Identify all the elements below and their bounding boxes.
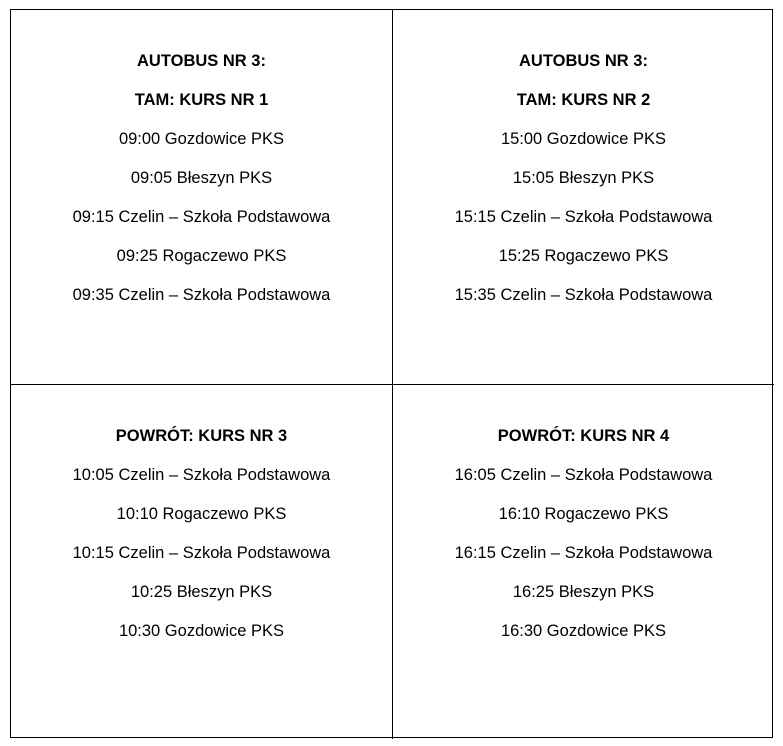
cell-heading: POWRÓT: KURS NR 4 [497, 427, 670, 445]
stop-entry: 16:15 Czelin – Szkoła Podstawowa [454, 544, 713, 562]
stop-entry: 15:05 Błeszyn PKS [512, 169, 655, 187]
stop-entry: 10:15 Czelin – Szkoła Podstawowa [72, 544, 331, 562]
timetable-cell-kurs-3 [11, 385, 393, 739]
timetable-cell-kurs-4 [393, 385, 774, 739]
stop-entry: 15:35 Czelin – Szkoła Podstawowa [454, 286, 713, 304]
stop-entry: 10:30 Gozdowice PKS [118, 622, 285, 640]
stop-entry: 16:05 Czelin – Szkoła Podstawowa [454, 466, 713, 484]
cell-subheading: TAM: KURS NR 2 [516, 91, 651, 109]
stop-entry: 15:15 Czelin – Szkoła Podstawowa [454, 208, 713, 226]
stop-entry: 16:25 Błeszyn PKS [512, 583, 655, 601]
cell-heading: AUTOBUS NR 3: [137, 52, 266, 70]
stop-entry: 16:10 Rogaczewo PKS [498, 505, 669, 523]
timetable-grid [10, 9, 773, 738]
cell-heading: AUTOBUS NR 3: [519, 52, 648, 70]
cell-subheading: TAM: KURS NR 1 [134, 91, 269, 109]
cell-heading: POWRÓT: KURS NR 3 [115, 427, 288, 445]
timetable-cell-kurs-1 [11, 10, 393, 385]
stop-entry: 09:05 Błeszyn PKS [130, 169, 273, 187]
stop-entry: 09:25 Rogaczewo PKS [116, 247, 287, 265]
stop-entry: 09:15 Czelin – Szkoła Podstawowa [72, 208, 331, 226]
timetable-cell-kurs-2 [393, 10, 774, 385]
stop-entry: 15:00 Gozdowice PKS [500, 130, 667, 148]
stop-entry: 15:25 Rogaczewo PKS [498, 247, 669, 265]
stop-entry: 10:10 Rogaczewo PKS [116, 505, 287, 523]
stop-entry: 10:05 Czelin – Szkoła Podstawowa [72, 466, 331, 484]
stop-entry: 09:00 Gozdowice PKS [118, 130, 285, 148]
stop-entry: 09:35 Czelin – Szkoła Podstawowa [72, 286, 331, 304]
stop-entry: 10:25 Błeszyn PKS [130, 583, 273, 601]
stop-entry: 16:30 Gozdowice PKS [500, 622, 667, 640]
